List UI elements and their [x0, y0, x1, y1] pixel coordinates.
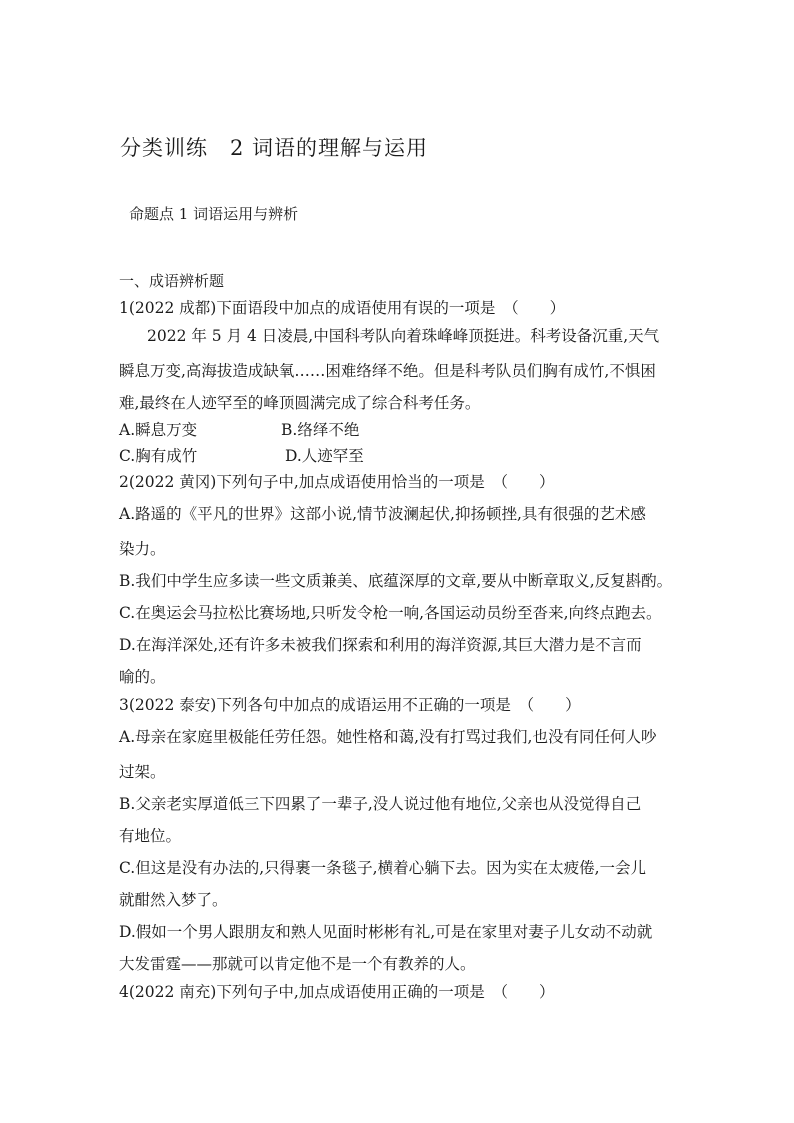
question-2-line: A.路遥的《平凡的世界》这部小说,情节波澜起伏,抑扬顿挫,具有很强的艺术感: [119, 505, 646, 523]
page-title: 分类训练 2 词语的理解与运用: [120, 136, 429, 160]
question-2-line: 喻的。: [119, 668, 166, 686]
question-2-line: C.在奥运会马拉松比赛场地,只听发令枪一响,各国运动员纷至沓来,向终点跑去。: [119, 604, 662, 622]
question-4-stem: 4(2022 南充)下列句子中,加点成语使用正确的一项是 （ ）: [119, 983, 555, 1001]
question-3-line: 过架。: [119, 763, 166, 781]
question-1-passage-line: 难,最终在人迹罕至的峰顶圆满完成了综合科考任务。: [119, 394, 481, 412]
question-1-option-a: A.瞬息万变: [119, 421, 198, 439]
question-1-passage-line: 瞬息万变,高海拔造成缺氧……困难络绎不绝。但是科考队员们胸有成竹,不惧困: [119, 362, 656, 380]
question-3-line: 有地位。: [119, 827, 182, 845]
question-1-passage-line: 2022 年 5 月 4 日凌晨,中国科考队向着珠峰峰顶挺进。科考设备沉重,天气: [147, 327, 660, 345]
question-2-line: D.在海洋深处,还有许多未被我们探索和利用的海洋资源,其巨大潜力是不言而: [119, 636, 642, 654]
question-1-stem: 1(2022 成都)下面语段中加点的成语使用有误的一项是 （ ）: [119, 299, 566, 317]
question-2-stem: 2(2022 黄冈)下列句子中,加点成语使用恰当的一项是 （ ）: [119, 473, 555, 491]
question-3-line: 大发雷霆——那就可以肯定他不是一个有教养的人。: [119, 955, 476, 973]
question-3-line: 就酣然入梦了。: [119, 891, 228, 909]
question-1-option-d: D.人迹罕至: [285, 447, 364, 465]
question-2-line: 染力。: [119, 540, 166, 558]
subtitle: 命题点 1 词语运用与辨析: [129, 205, 299, 223]
question-3-line: D.假如一个男人跟朋友和熟人见面时彬彬有礼,可是在家里对妻子儿女动不动就: [119, 923, 653, 941]
question-3-stem: 3(2022 泰安)下列各句中加点的成语运用不正确的一项是 （ ）: [119, 696, 581, 714]
section-heading: 一、成语辨析题: [119, 272, 225, 290]
question-3-line: A.母亲在家庭里极能任劳任怨。她性格和蔼,没有打骂过我们,也没有同任何人吵: [119, 728, 657, 746]
question-3-line: B.父亲老实厚道低三下四累了一辈子,没人说过他有地位,父亲也从没觉得自己: [119, 795, 642, 813]
question-1-option-b: B.络绎不绝: [281, 421, 360, 439]
question-1-option-c: C.胸有成竹: [119, 447, 198, 465]
question-3-line: C.但这是没有办法的,只得裹一条毯子,横着心躺下去。因为实在太疲倦,一会儿: [119, 859, 647, 877]
question-2-line: B.我们中学生应多读一些文质兼美、底蕴深厚的文章,要从中断章取义,反复斟酌。: [119, 572, 673, 590]
